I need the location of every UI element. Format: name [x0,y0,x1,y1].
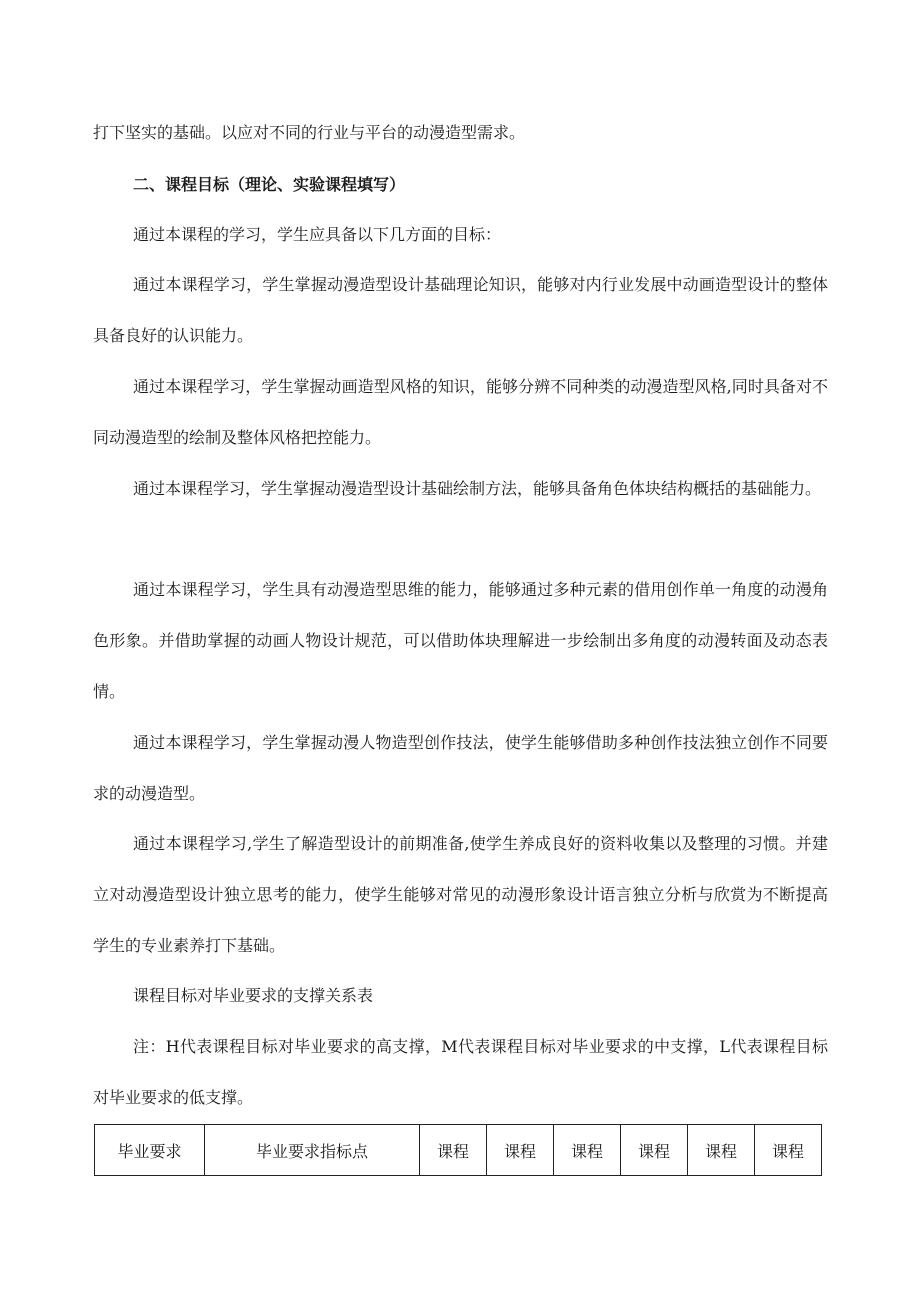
table-caption: 课程目标对毕业要求的支撑关系表 [133,986,374,1005]
goal-paragraph-4: 通过本课程学习，学生具有动漫造型思维的能力，能够通过多种元素的借用创作单一角度的动漫角色形象。并借助掌握的动画人物设计规范，可以借助体块理解进一步绘制出多角度的动漫转面及动态表情。 [93,580,828,701]
table-header-row [95,1125,822,1176]
header-cell-indicator: 毕业要求指标点 [205,1125,420,1176]
section-heading: 二、课程目标（理论、实验课程填写） [133,175,406,194]
goal-paragraph-3: 通过本课程学习，学生掌握动漫造型设计基础绘制方法，能够具备角色体块结构概括的基础能力。 [133,479,822,498]
goal-paragraph-5: 通过本课程学习，学生掌握动漫人物造型创作技法，使学生能够借助多种创作技法独立创作不同要求的动漫造型。 [93,733,828,803]
header-cell-course: 课程 [688,1125,755,1176]
goal-paragraph-6: 通过本课程学习,学生了解造型设计的前期准备,使学生养成良好的资料收集以及整理的习惯。并建立对动漫造型设计独立思考的能力，使学生能够对常见的动漫形象设计语言独立分析与欣赏为不断提高学生的专业素养打下基础。 [93,834,828,955]
header-cell-course: 课程 [554,1125,621,1176]
support-relation-table [94,1124,822,1176]
header-cell-requirement: 毕业要求 [95,1125,205,1176]
header-cell-course: 课程 [755,1125,822,1176]
goal-paragraph-1: 通过本课程学习，学生掌握动漫造型设计基础理论知识，能够对内行业发展中动画造型设计的整体具备良好的认识能力。 [93,275,828,345]
header-cell-course: 课程 [487,1125,554,1176]
note-paragraph: 注：H代表课程目标对毕业要求的高支撑，M代表课程目标对毕业要求的中支撑，L代表课程目标对毕业要求的低支撑。 [93,1037,828,1107]
intro-paragraph: 通过本课程的学习，学生应具备以下几方面的目标： [133,225,502,244]
header-cell-course: 课程 [621,1125,688,1176]
goal-paragraph-2: 通过本课程学习，学生掌握动画造型风格的知识，能够分辨不同种类的动漫造型风格,同时具备对不同动漫造型的绘制及整体风格把控能力。 [93,377,828,447]
paragraph-continuation: 打下坚实的基础。以应对不同的行业与平台的动漫造型需求。 [93,123,526,142]
header-cell-course: 课程 [420,1125,487,1176]
